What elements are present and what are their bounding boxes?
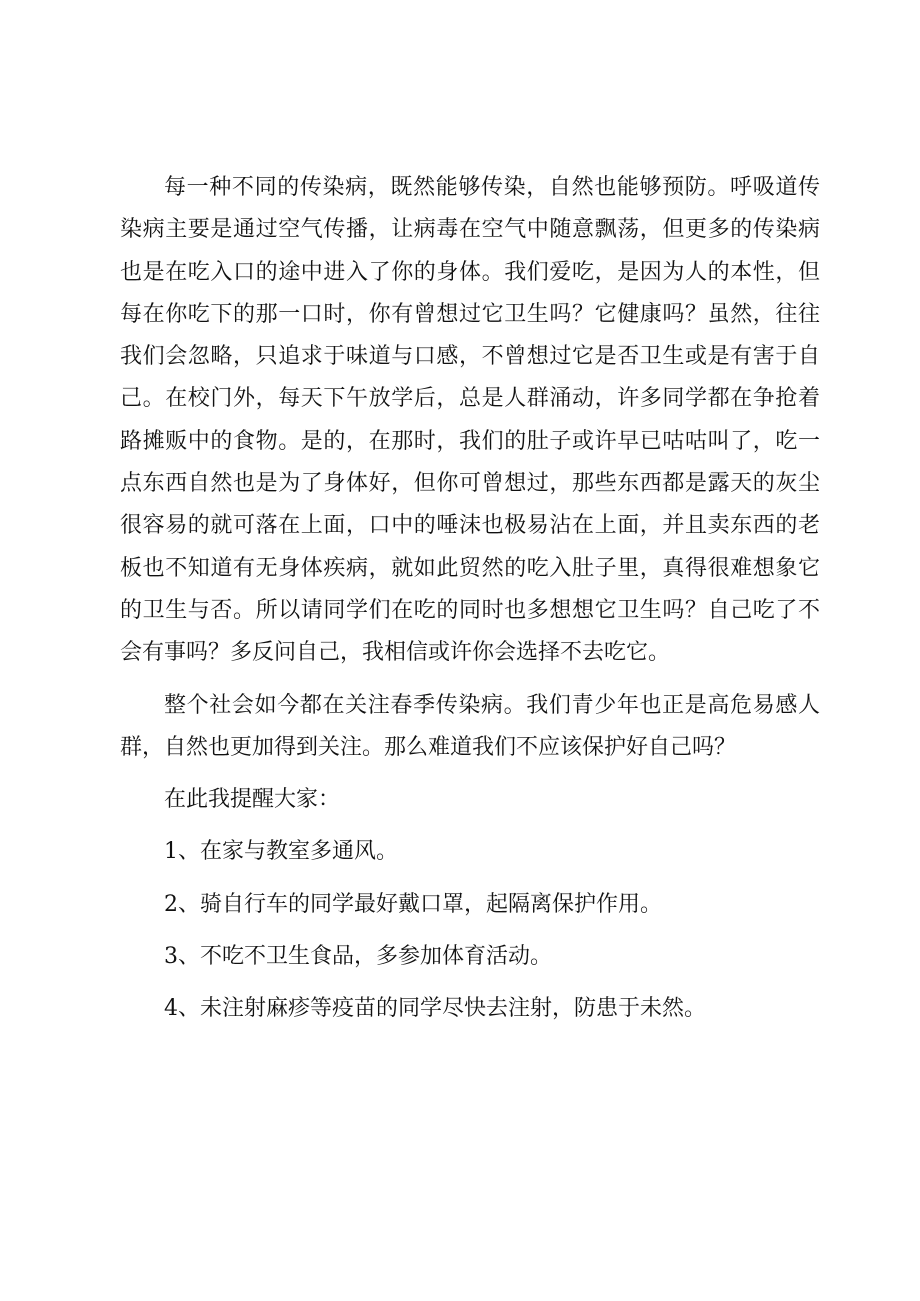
paragraph-reminder-heading: 在此我提醒大家：: [164, 787, 341, 813]
list-item-ventilation: 1、在家与教室多通风。: [164, 839, 398, 865]
list-item-vaccination: 4、未注射麻疹等疫苗的同学尽快去注射，防患于未然。: [164, 996, 706, 1022]
list-item-food-exercise: 3、不吃不卫生食品，多参加体育活动。: [164, 944, 552, 970]
paragraph-food-hygiene: 每一种不同的传染病，既然能够传染，自然也能够预防。呼吸道传染病主要是通过空气传播，让病毒在空气中随意飘荡，但更多的传染病也是在吃入口的途中进入了你的身体。我们爱吃，是因为人的本性，但每在你吃下的那一口时，你有曾想过它卫生吗？它健康吗？虽然，往往我们会忽略，只追求于味道与口感，不曾想过它是否卫生或是有害于自己。在校门外，每天下午放学后，总是人群涌动，许多同学都在争抢着路摊贩中的食物。是的，在那时，我们的肚子或许早已咕咕叫了，吃一点东西自然也是为了身体好，但你可曾想过，那些东西都是露天的灰尘很容易的就可落在上面，口中的唾沫也极易沾在上面，并且卖东西的老板也不知道有无身体疾病，就如此贸然的吃入肚子里，真得很难想象它的卫生与否。所以请同学们在吃的同时也多想想它卫生吗？自己吃了不会有事吗？多反问自己，我相信或许你会选择不去吃它。: [120, 175, 820, 666]
document-body: [120, 167, 820, 1041]
paragraph-spring-disease: 整个社会如今都在关注春季传染病。我们青少年也正是高危易感人群，自然也更加得到关注。那么难道我们不应该保护好自己吗？: [120, 692, 820, 760]
list-item-mask: 2、骑自行车的同学最好戴口罩，起隔离保护作用。: [164, 891, 662, 917]
